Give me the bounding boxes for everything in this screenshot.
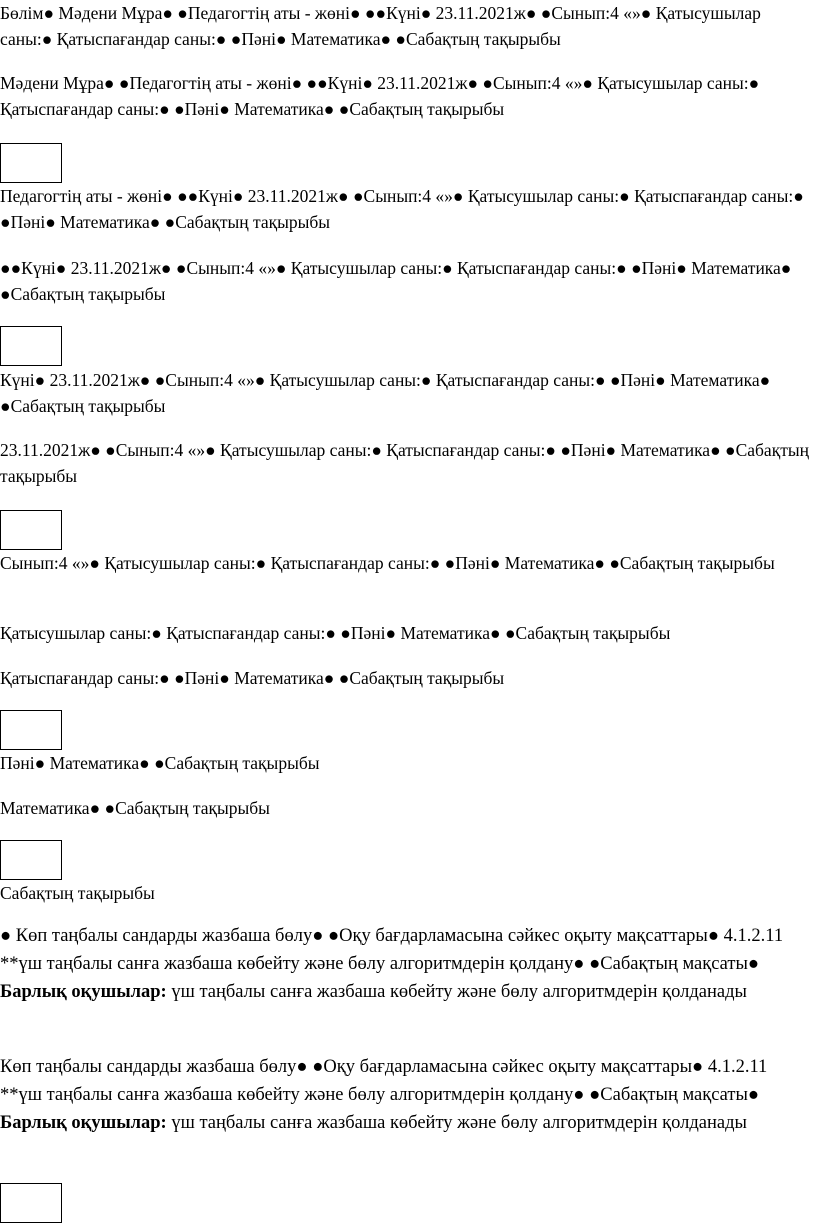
empty-box <box>0 840 62 880</box>
objective-block-2 <box>0 1053 812 1137</box>
empty-box <box>0 1183 62 1223</box>
text-block-8: Қатысушылар саны:● Қатыспағандар саны:● ●Пәні● Математика● ●Сабақтың тақырыбы <box>0 623 671 643</box>
objective-text: үш таңбалы санға жазбаша көбейту және бөлу алгоритмдерін қолданады <box>166 982 747 1002</box>
text-block-12: Сабақтың тақырыбы <box>0 883 155 903</box>
objective-text: үш таңбалы санға жазбаша көбейту және бөлу алгоритмдерін қолданады <box>166 1113 747 1133</box>
objective-bold-label: Барлық оқушылар: <box>0 1113 167 1133</box>
empty-box <box>0 510 62 550</box>
text-block-6: 23.11.2021ж● ●Сынып:4 «»● Қатысушылар саны:● Қатыспағандар саны:● ●Пәні● Математика● ●Сабақтың тақырыбы <box>0 440 809 486</box>
text-block-2: Мәдени Мұра● ●Педагогтің аты - жөні● ●●Күні● 23.11.2021ж● ●Сынып:4 «»● Қатысушылар саны:● Қатыспағандар саны:● ●Пәні● Математика● ●Сабақтың тақырыбы <box>0 73 760 119</box>
empty-box <box>0 143 62 183</box>
text-block-3: Педагогтің аты - жөні● ●●Күні● 23.11.2021ж● ●Сынып:4 «»● Қатысушылар саны:● Қатыспағандар саны:● ●Пәні● Математика● ●Сабақтың тақырыбы <box>0 186 804 232</box>
objective-block-1 <box>0 922 812 1006</box>
text-block-4: ●●Күні● 23.11.2021ж● ●Сынып:4 «»● Қатысушылар саны:● Қатыспағандар саны:● ●Пәні● Математика● ●Сабақтың тақырыбы <box>0 258 792 304</box>
text-block-7: Сынып:4 «»● Қатысушылар саны:● Қатыспағандар саны:● ●Пәні● Математика● ●Сабақтың тақырыбы <box>0 553 775 573</box>
text-block-9: Қатыспағандар саны:● ●Пәні● Математика● ●Сабақтың тақырыбы <box>0 668 505 688</box>
empty-box <box>0 326 62 366</box>
empty-box <box>0 710 62 750</box>
text-block-10: Пәні● Математика● ●Сабақтың тақырыбы <box>0 753 320 773</box>
objective-bold-label: Барлық оқушылар: <box>0 982 167 1002</box>
objective-text: Көп таңбалы сандарды жазбаша бөлу● ●Оқу бағдарламасына сәйкес оқыту мақсаттары● 4.1.2.11 **үш таңбалы санға жазбаша көбейту және бөлу алгоритмдерін қолдану● ●Сабақтың мақсаты● <box>0 1057 768 1105</box>
text-block-5: Күні● 23.11.2021ж● ●Сынып:4 «»● Қатысушылар саны:● Қатыспағандар саны:● ●Пәні● Математика● ●Сабақтың тақырыбы <box>0 370 771 416</box>
text-block-11: Математика● ●Сабақтың тақырыбы <box>0 798 270 818</box>
text-block-1: Бөлім● Мәдени Мұра● ●Педагогтің аты - жөні● ●●Күні● 23.11.2021ж● ●Сынып:4 «»● Қатысушылар саны:● Қатыспағандар саны:● ●Пәні● Математика● ●Сабақтың тақырыбы <box>0 3 761 49</box>
objective-text: ● Көп таңбалы сандарды жазбаша бөлу● ●Оқу бағдарламасына сәйкес оқыту мақсаттары● 4.1.2.11 **үш таңбалы санға жазбаша көбейту және бөлу алгоритмдерін қолдану● ●Сабақтың мақсаты● <box>0 926 784 974</box>
